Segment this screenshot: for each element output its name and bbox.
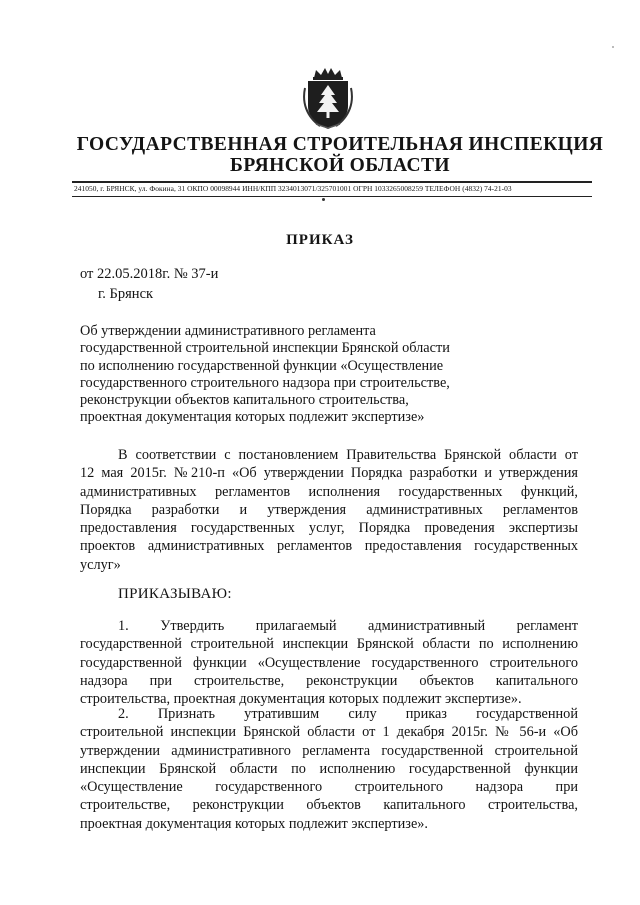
paragraph-line: Порядка разработки и утверждения административных регламентов (80, 501, 578, 518)
scan-mark (322, 198, 325, 201)
organization-contacts: 241050, г. БРЯНСК, ул. Фокина, 31 ОКПО 00098944 ИНН/КПП 3234013071/325701001 ОГРН 1033265008259 ТЕЛЕФОН (4832) 74-21-03 (74, 184, 512, 193)
document-date-number: от 22.05.2018г. № 37-и (80, 266, 219, 282)
paragraph-line: строительства, проектная документация которых подлежит экспертизе». (80, 691, 522, 708)
subject-line: проектная документация которых подлежит экспертизе» (80, 409, 425, 426)
subject-line: по исполнению государственной функции «Осуществление (80, 357, 444, 374)
paragraph-line: 1. Утвердить прилагаемый административный регламент (118, 618, 578, 634)
paragraph-line: В соответствии с постановлением Правительства Брянской области от (118, 447, 578, 463)
order-directive: ПРИКАЗЫВАЮ: (118, 586, 232, 602)
subject-line: государственной строительной инспекции Брянской области (80, 340, 450, 357)
subject-line: государственного строительного надзора при строительстве, (80, 374, 450, 391)
paragraph-line: административных регламентов исполнения государственных функций, (80, 483, 578, 500)
paragraph-line: услуг» (80, 556, 121, 573)
bryansk-coat-of-arms-icon (302, 68, 354, 130)
paragraph-line: надзора при строительстве, реконструкции объектов капитального (80, 672, 578, 689)
paragraph-line: проектов административных регламентов предоставления государственных (80, 538, 578, 555)
paragraph-line: утверждении административного регламента государственной строительной (80, 742, 578, 759)
document-city: г. Брянск (98, 286, 154, 302)
paragraph-line: государственной функции «Осуществление государственного строительного (80, 654, 578, 671)
order-item-1 (80, 617, 578, 708)
paragraph-line: 12 мая 2015г. №210-п «Об утверждении Порядка разработки и утверждения (80, 465, 578, 482)
document-subject (80, 323, 520, 427)
paragraph-line: 2. Признать утратившим силу приказ государственной (118, 706, 578, 722)
scan-speck (612, 46, 614, 48)
subject-line: Об утверждении административного регламента (80, 323, 376, 339)
paragraph-line: инспекции Брянской области по исполнению государственной функции (80, 760, 578, 777)
subject-line: реконструкции объектов капитального строительства, (80, 392, 409, 409)
paragraph-line: «Осуществление государственного строительного надзора при (80, 779, 578, 796)
document-type: ПРИКАЗ (286, 232, 354, 248)
organization-name-line1: ГОСУДАРСТВЕННАЯ СТРОИТЕЛЬНАЯ ИНСПЕКЦИЯ (76, 134, 604, 155)
preamble-paragraph (80, 446, 578, 574)
order-item-2 (80, 705, 578, 833)
paragraph-line: предоставления государственных услуг, Порядка проведения экспертизы (80, 520, 578, 537)
paragraph-line: строительной инспекции Брянской области от 1 декабря 2015г. № 56-и «Об (80, 724, 578, 741)
letterhead-rule-bottom (72, 196, 592, 197)
letterhead-rule-top (72, 181, 592, 183)
paragraph-line: строительстве, реконструкции объектов капитального строительства, (80, 797, 578, 814)
organization-name-line2: БРЯНСКОЙ ОБЛАСТИ (230, 155, 450, 176)
paragraph-line: государственной строительной инспекции Брянской области по исполнению (80, 636, 578, 653)
paragraph-line: проектная документация которых подлежит экспертизе». (80, 815, 429, 832)
